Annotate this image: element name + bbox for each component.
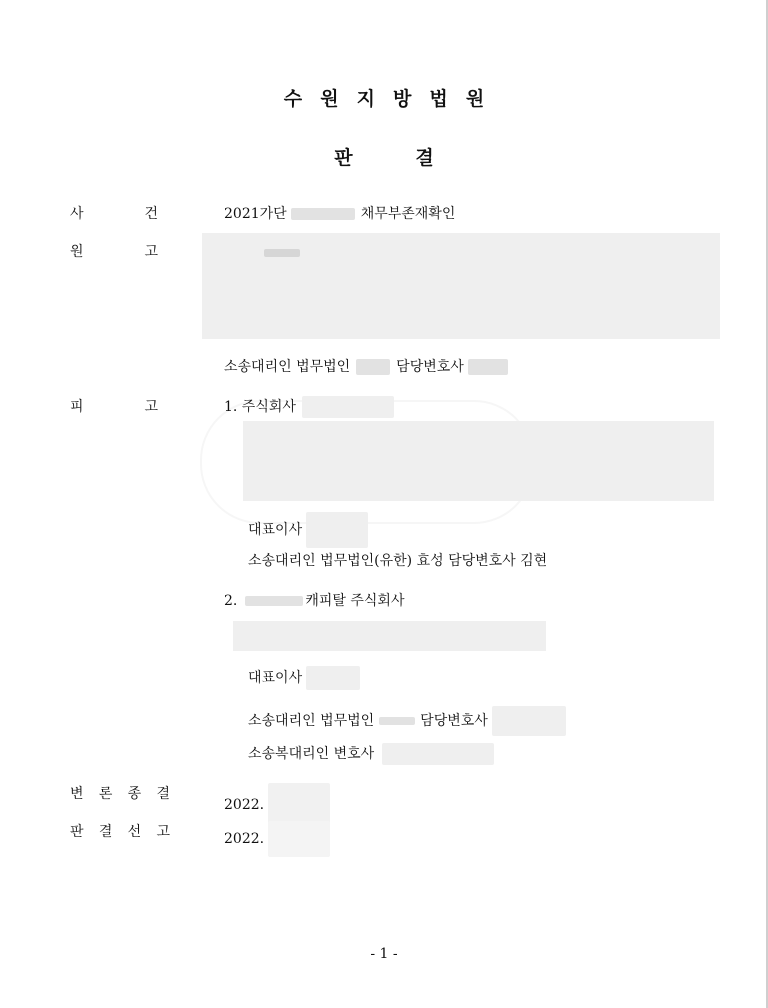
defendant2-counsel: 소송대리인 법무법인 담당변호사 [248,706,566,736]
redacted-company [302,396,394,418]
closing-date: 2022. [224,783,330,827]
case-value [224,203,455,223]
court-name: 수원지방법원 [283,88,503,110]
redacted-attorney2 [492,706,566,736]
redacted-rep2 [306,666,360,690]
redacted-rep [306,512,368,548]
judgment-date: 2022. [224,821,330,857]
defendant2-subcounsel: 소송복대리인 변호사 [248,743,494,765]
defendant2-name: 2. 캐피탈 주식회사 [224,593,405,609]
defendant2-rep: 대표이사 [248,666,360,690]
redacted-firm2 [379,717,415,725]
redacted-plaintiff-block [202,233,720,339]
judgment-label: 판 결 선 고 [70,824,170,840]
redacted-judgment-date [268,821,330,857]
defendant-label: 피 고 [70,399,158,415]
redacted-defendant1-address [243,421,714,501]
document-title: 판결 [334,147,497,169]
plaintiff-label: 원 고 [70,244,158,260]
redacted-subattorney [382,743,494,765]
defendant1-counsel: 소송대리인 법무법인(유한) 효성 담당변호사 김현 [248,553,548,569]
redacted-case-number [291,208,355,220]
case-number-prefix: 2021가단 [224,206,287,222]
closing-label: 변 론 종 결 [70,786,170,802]
case-name: 채무부존재확인 [360,206,456,222]
case-label: 사 건 [70,206,158,222]
plaintiff-counsel: 소송대리인 법무법인 담당변호사 [224,356,508,376]
page-number: - 1 - [370,946,398,962]
defendant1-rep: 대표이사 [248,512,368,548]
redacted-attorney [468,359,508,375]
redacted-defendant2-address [233,621,546,651]
redacted-company2 [245,596,303,606]
defendant1-name: 1. 주식회사 [224,396,394,418]
redacted-firm [356,359,390,375]
